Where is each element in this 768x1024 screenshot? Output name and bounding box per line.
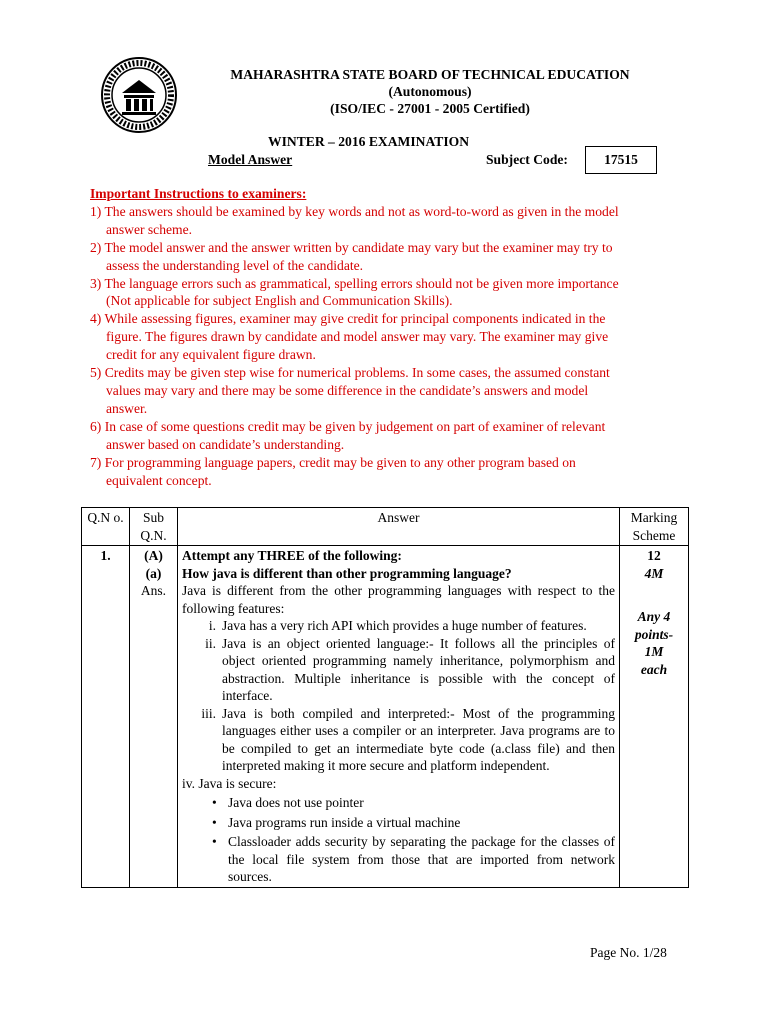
mark-scheme-1: Any 4	[637, 609, 671, 624]
mark-scheme-3: 1M	[644, 644, 664, 659]
header-marking: Marking Scheme	[620, 508, 689, 546]
instruction-item-cont: answer scheme.	[106, 221, 193, 237]
mark-scheme-2: points-	[634, 626, 674, 642]
marking-cell	[620, 546, 689, 888]
bullet-item	[182, 794, 615, 812]
secure-bullets	[182, 794, 615, 886]
bullet-text: Java programs run inside a virtual machine	[228, 814, 461, 830]
instructions-title: Important Instructions to examiners:	[90, 186, 307, 201]
instruction-item: 4) While assessing figures, examiner may give credit for principal components indicated in the	[90, 311, 606, 327]
header-answer: Answer	[178, 508, 620, 546]
qno-cell: 1.	[82, 546, 130, 888]
header-qno: Q.N o.	[82, 508, 130, 546]
answer-point-number: iii.	[201, 705, 216, 721]
instruction-item-cont: figure. The figures drawn by candidate and model answer may vary. The examiner may give	[106, 329, 609, 345]
answer-point-text: Java has a very rich API which provides a huge number of features.	[222, 618, 587, 633]
instruction-item-cont: answer based on candidate’s understanding.	[106, 436, 345, 452]
instruction-item-cont: (Not applicable for subject English and Communication Skills).	[106, 293, 453, 309]
mark-total: 12	[647, 548, 661, 563]
bullet-text: Classloader adds security by separating the package for the classes of the local file system from those that are imported from network sources.	[228, 834, 615, 884]
mark-scheme-4: each	[640, 661, 668, 677]
mark-question: 4M	[644, 565, 664, 581]
answer-point-number: ii.	[205, 635, 216, 651]
subject-code-label: Subject Code:	[486, 152, 568, 167]
bullet-dot-icon: •	[212, 814, 217, 830]
exam-title: WINTER – 2016 EXAMINATION	[268, 134, 470, 149]
instructions	[90, 185, 690, 489]
certification-label: (ISO/IEC - 27001 - 2005 Certified)	[330, 101, 530, 116]
sub-label-a-upper: (A)	[144, 548, 163, 563]
instruction-item: 1) The answers should be examined by key words and not as word-to-word as given in the model	[90, 203, 619, 219]
bullet-text: Java does not use pointer	[228, 795, 364, 810]
answer-point-number: i.	[208, 618, 216, 633]
subject-code-box	[585, 146, 657, 174]
instruction-item: 5) Credits may be given step wise for numerical problems. In some cases, the assumed constant	[90, 365, 610, 381]
answer-intro: Java is different from the other programming languages with respect to the following features:	[182, 583, 615, 616]
instruction-item-cont: answer.	[106, 400, 148, 416]
answer-point	[182, 705, 615, 775]
bullet-dot-icon: •	[212, 834, 217, 849]
answer-table	[81, 507, 689, 888]
attempt-line: Attempt any THREE of the following:	[182, 548, 402, 563]
instruction-item-cont: values may vary and there may be some difference in the candidate’s answers and model	[106, 382, 589, 398]
table-row	[82, 546, 689, 888]
answer-points	[182, 617, 615, 775]
bullet-item	[182, 814, 615, 832]
header-subqn: Sub Q.N.	[130, 508, 178, 546]
subject-code-value: 17515	[604, 152, 638, 167]
bullet-dot-icon: •	[212, 795, 217, 810]
instruction-item: 7) For programming language papers, credit may be given to any other program based on	[90, 454, 576, 470]
autonomous-label: (Autonomous)	[388, 84, 472, 99]
sub-label-a-lower: (a)	[145, 565, 162, 581]
instruction-item-cont: equivalent concept.	[106, 472, 212, 488]
model-answer-label: Model Answer	[208, 152, 293, 167]
instruction-item: 2) The model answer and the answer written by candidate may vary but the examiner may try to	[90, 239, 613, 255]
instruction-item: 6) In case of some questions credit may be given by judgement on part of examiner of relevant	[90, 418, 606, 434]
instruction-item-cont: credit for any equivalent figure drawn.	[106, 347, 316, 363]
bullet-item	[182, 833, 615, 886]
answer-point	[182, 617, 615, 635]
org-name: MAHARASHTRA STATE BOARD OF TECHNICAL EDUCATION	[230, 67, 630, 82]
ans-label: Ans.	[140, 583, 167, 598]
answer-point-text: Java is both compiled and interpreted:- Most of the programming languages either uses a compiler or an interpreter. Java programs are to be compiled to get an intermediate byte code (a.class file) and then interpreted making it more secure and platform independent.	[222, 705, 615, 773]
instruction-item: 3) The language errors such as grammatical, spelling errors should not be given more importance	[90, 275, 619, 291]
question-line: How java is different than other programming language?	[182, 565, 512, 581]
instructions-list	[90, 203, 690, 490]
answer-cell	[178, 546, 620, 888]
answer-point	[182, 635, 615, 705]
subqn-cell	[130, 546, 178, 888]
table-header-row	[82, 508, 689, 546]
secure-title: iv. Java is secure:	[182, 775, 277, 791]
answer-point-text: Java is an object oriented language:- It follows all the principles of object oriented programming namely inheritance, polymorphism and abstraction. Multiple inheritance is possible with the concept of interface.	[222, 635, 615, 703]
page-number: Page No. 1/28	[590, 945, 667, 960]
instruction-item-cont: assess the understanding level of the candidate.	[106, 257, 364, 273]
